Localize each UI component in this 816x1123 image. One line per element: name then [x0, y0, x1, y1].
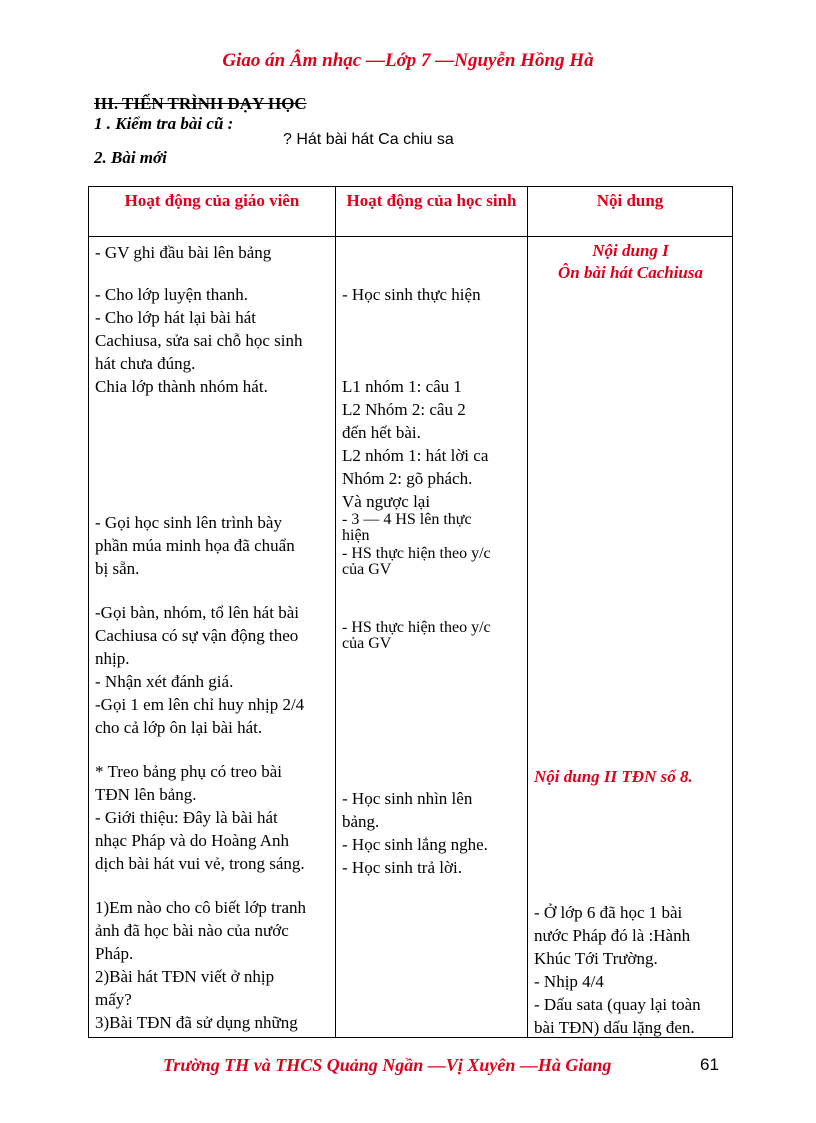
- student-line: - HS thực hiện theo y/c: [342, 619, 491, 636]
- teacher-line: bị sẵn.: [95, 559, 140, 578]
- content-line: - Nhịp 4/4: [534, 972, 604, 991]
- content-line: Khúc Tới Trường.: [534, 949, 658, 968]
- teacher-line: - GV ghi đầu bài lên bảng: [95, 243, 272, 262]
- teacher-line: Pháp.: [95, 944, 134, 963]
- content-line: nước Pháp đó là :Hành: [534, 926, 691, 945]
- student-line: của GV: [342, 635, 392, 652]
- student-line: - HS thực hiện theo y/c: [342, 545, 491, 562]
- header-student: Hoạt động của học sinh: [336, 187, 528, 237]
- header-teacher: Hoạt động của giáo viên: [89, 187, 336, 237]
- student-line: - Học sinh thực hiện: [342, 285, 481, 304]
- student-line: đến hết bài.: [342, 423, 421, 442]
- student-line: - Học sinh nhìn lên: [342, 789, 473, 808]
- content-subheading-1: Ôn bài hát Cachiusa: [557, 263, 703, 282]
- teacher-line: nhạc Pháp và do Hoàng Anh: [95, 831, 290, 850]
- page-header: Giao án Âm nhạc —Lớp 7 —Nguyễn Hồng Hà: [222, 50, 594, 71]
- student-line: L1 nhóm 1: câu 1: [342, 377, 462, 396]
- page-number: 61: [700, 1055, 719, 1074]
- student-line: của GV: [342, 561, 392, 578]
- teacher-line: ảnh đã học bài nào của nước: [95, 921, 289, 940]
- teacher-line: dịch bài hát vui vẻ, trong sáng.: [95, 854, 305, 873]
- teacher-line: -Gọi 1 em lên chỉ huy nhịp 2/4: [95, 695, 305, 714]
- student-line: - Học sinh trả lời.: [342, 858, 462, 877]
- content-line: - Ở lớp 6 đã học 1 bài: [534, 903, 683, 922]
- teacher-line: - Nhận xét đánh giá.: [95, 672, 234, 691]
- student-line: L2 Nhóm 2: câu 2: [342, 400, 466, 419]
- student-line: L2 nhóm 1: hát lời ca: [342, 446, 489, 465]
- section-title: III. TIẾN TRÌNH DẠY HỌC: [94, 94, 307, 113]
- content-heading-1: Nội dung I: [592, 241, 669, 260]
- teacher-line: - Gọi học sinh lên trình bày: [95, 513, 282, 532]
- content-heading-2: Nội dung II TĐN số 8.: [534, 767, 693, 786]
- student-line: - 3 — 4 HS lên thực: [342, 511, 472, 528]
- teacher-line: - Cho lớp hát lại bài hát: [95, 308, 257, 327]
- footer-text: Trường TH và THCS Quảng Ngần —Vị Xuyên —Hà Giang: [163, 1055, 612, 1075]
- teacher-line: * Treo bảng phụ có treo bài: [95, 762, 282, 781]
- student-line: bảng.: [342, 812, 380, 831]
- student-column: [336, 237, 528, 1038]
- content-column: [528, 237, 733, 1038]
- student-line: hiện: [342, 527, 370, 544]
- teacher-line: Cachiusa có sự vận động theo: [95, 626, 299, 645]
- teacher-line: mấy?: [95, 990, 132, 1009]
- teacher-line: 3)Bài TĐN đã sử dụng những: [95, 1013, 298, 1032]
- content-line: - Dấu sata (quay lại toàn: [534, 995, 701, 1014]
- teacher-column: [89, 237, 336, 1038]
- teacher-line: -Gọi bàn, nhóm, tổ lên hát bài: [95, 603, 299, 622]
- lesson-table: [88, 186, 733, 1038]
- teacher-line: nhịp.: [95, 649, 130, 668]
- teacher-line: hát chưa đúng.: [95, 354, 196, 373]
- header-content: Nội dung: [528, 187, 733, 237]
- teacher-line: - Giới thiệu: Đây là bài hát: [95, 808, 278, 827]
- student-line: Và ngược lại: [342, 492, 431, 511]
- student-line: - Học sinh lắng nghe.: [342, 835, 488, 854]
- teacher-line: cho cả lớp ôn lại bài hát.: [95, 718, 263, 737]
- review-question: ? Hát bài hát Ca chiu sa: [283, 131, 454, 148]
- teacher-line: Chia lớp thành nhóm hát.: [95, 377, 268, 396]
- teacher-line: - Cho lớp luyện thanh.: [95, 285, 248, 304]
- teacher-line: phần múa minh họa đã chuẩn: [95, 536, 295, 555]
- teacher-line: TĐN lên bảng.: [95, 785, 197, 804]
- content-line: bài TĐN) dấu lặng đen.: [534, 1018, 695, 1037]
- subsection-new-lesson: 2. Bài mới: [94, 148, 167, 167]
- teacher-line: 2)Bài hát TĐN viết ở nhịp: [95, 967, 275, 986]
- teacher-line: 1)Em nào cho cô biết lớp tranh: [95, 898, 307, 917]
- subsection-old-lesson: 1 . Kiểm tra bài cũ :: [94, 114, 234, 133]
- student-line: Nhóm 2: gõ phách.: [342, 469, 473, 488]
- teacher-line: Cachiusa, sửa sai chỗ học sinh: [95, 331, 303, 350]
